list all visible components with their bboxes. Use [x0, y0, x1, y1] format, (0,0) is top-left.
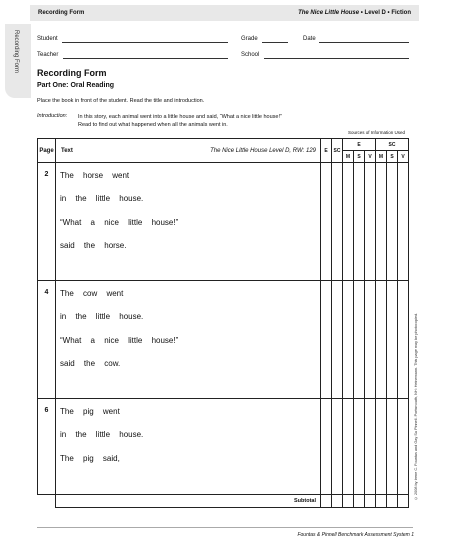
msv-m-header: M	[376, 151, 387, 163]
msv-s-header: S	[387, 151, 398, 163]
text-line: “What a nice little house!”	[60, 335, 179, 345]
header-genre: Fiction	[391, 10, 411, 16]
msv-m-header: M	[343, 151, 354, 163]
msv-subtotal-cell[interactable]	[387, 495, 398, 508]
e-cell[interactable]	[321, 281, 332, 399]
col-text-header	[56, 139, 321, 163]
e-cell[interactable]	[321, 163, 332, 281]
msv-cell[interactable]	[354, 281, 365, 399]
sc-cell[interactable]	[332, 281, 343, 399]
msv-cell[interactable]	[398, 163, 409, 281]
msv-cell[interactable]	[387, 399, 398, 495]
msv-cell[interactable]	[387, 163, 398, 281]
msv-cell[interactable]	[354, 163, 365, 281]
msv-cell[interactable]	[387, 281, 398, 399]
page-number: 6	[38, 399, 56, 495]
msv-cell[interactable]	[365, 281, 376, 399]
text-line: in the little house.	[60, 312, 144, 322]
school-label: School	[241, 52, 260, 58]
header-book-title: The Nice Little House	[298, 10, 360, 16]
text-line: The pig went	[60, 407, 120, 416]
teacher-label: Teacher	[37, 52, 59, 58]
grade-label: Grade	[241, 36, 258, 42]
header-form-label: Recording Form	[38, 10, 85, 16]
side-tab-label: Recording Form	[13, 30, 19, 74]
sources-label: Sources of Information Used	[348, 130, 406, 135]
msv-s-header: S	[354, 151, 365, 163]
header-separator: •	[360, 10, 363, 16]
text-cell	[56, 281, 321, 399]
page-number: 4	[38, 281, 56, 399]
col-sc-header: SC	[332, 139, 343, 163]
text-line: in the little house.	[60, 194, 144, 204]
part-title: Part One: Oral Reading	[37, 82, 115, 89]
reading-record-table	[37, 138, 409, 508]
table-row	[38, 163, 409, 281]
table-row	[38, 281, 409, 399]
intro-line: Read to find out what happened when all the animals went in.	[78, 122, 228, 128]
msv-subtotal-cell[interactable]	[376, 495, 387, 508]
spacer-cell	[38, 495, 56, 508]
text-line: said the horse.	[60, 241, 127, 251]
msv-cell[interactable]	[376, 399, 387, 495]
teacher-field[interactable]	[63, 58, 228, 59]
copyright-notice: © 2008 by Irene C. Fountas and Gay Su Pinnell. Portsmouth, NH: Heinemann. This page may be photocopied.	[414, 312, 418, 500]
text-line: “What a nice little house!”	[60, 217, 179, 227]
date-field[interactable]	[319, 42, 409, 43]
intro-label: Introduction:	[37, 113, 68, 119]
col-e-header: E	[321, 139, 332, 163]
msv-cell[interactable]	[376, 281, 387, 399]
intro-line: In this story, each animal went into a little house and said, “What a nice little house!”	[78, 114, 282, 120]
table-row	[38, 399, 409, 495]
msv-cell[interactable]	[365, 399, 376, 495]
msv-subtotal-cell[interactable]	[398, 495, 409, 508]
sources-sc-header: SC	[376, 139, 409, 151]
header-separator: •	[387, 10, 390, 16]
grade-field[interactable]	[262, 42, 288, 43]
sources-e-header: E	[343, 139, 376, 151]
text-cell	[56, 399, 321, 495]
instruction-text: Place the book in front of the student. Read the title and introduction.	[37, 98, 205, 104]
msv-subtotal-cell[interactable]	[354, 495, 365, 508]
intro-text	[78, 113, 378, 129]
msv-v-header: V	[398, 151, 409, 163]
school-field[interactable]	[264, 58, 409, 59]
text-line: in the little house.	[60, 430, 144, 440]
header-book-info	[298, 10, 411, 16]
page-number: 2	[38, 163, 56, 281]
text-cell	[56, 163, 321, 281]
text-line: said the cow.	[60, 359, 121, 369]
footer-divider	[37, 527, 413, 528]
msv-cell[interactable]	[398, 281, 409, 399]
header-level: Level D	[364, 10, 386, 16]
e-cell[interactable]	[321, 399, 332, 495]
text-line: The horse went	[60, 171, 130, 180]
sc-cell[interactable]	[332, 163, 343, 281]
subtotal-label: Subtotal	[56, 495, 321, 508]
form-title: Recording Form	[37, 68, 107, 78]
text-line: The cow went	[60, 289, 124, 298]
sc-cell[interactable]	[332, 399, 343, 495]
msv-cell[interactable]	[354, 399, 365, 495]
e-subtotal-cell[interactable]	[321, 495, 332, 508]
student-label: Student	[37, 36, 58, 42]
msv-cell[interactable]	[343, 281, 354, 399]
top-header-bar	[30, 5, 419, 21]
msv-cell[interactable]	[376, 163, 387, 281]
col-text-label: Text	[61, 147, 73, 154]
msv-cell[interactable]	[365, 163, 376, 281]
book-info: The Nice Little House Level D, RW: 129	[210, 147, 316, 154]
text-line: The pig said,	[60, 453, 120, 463]
side-tab	[5, 24, 31, 98]
subtotal-row	[38, 495, 409, 508]
footer-text: Fountas & Pinnell Benchmark Assessment System 1	[297, 532, 414, 538]
student-field[interactable]	[62, 42, 228, 43]
msv-subtotal-cell[interactable]	[343, 495, 354, 508]
msv-v-header: V	[365, 151, 376, 163]
msv-cell[interactable]	[398, 399, 409, 495]
col-page-header: Page	[38, 139, 56, 163]
msv-cell[interactable]	[343, 163, 354, 281]
sc-subtotal-cell[interactable]	[332, 495, 343, 508]
msv-cell[interactable]	[343, 399, 354, 495]
date-label: Date	[303, 36, 316, 42]
msv-subtotal-cell[interactable]	[365, 495, 376, 508]
